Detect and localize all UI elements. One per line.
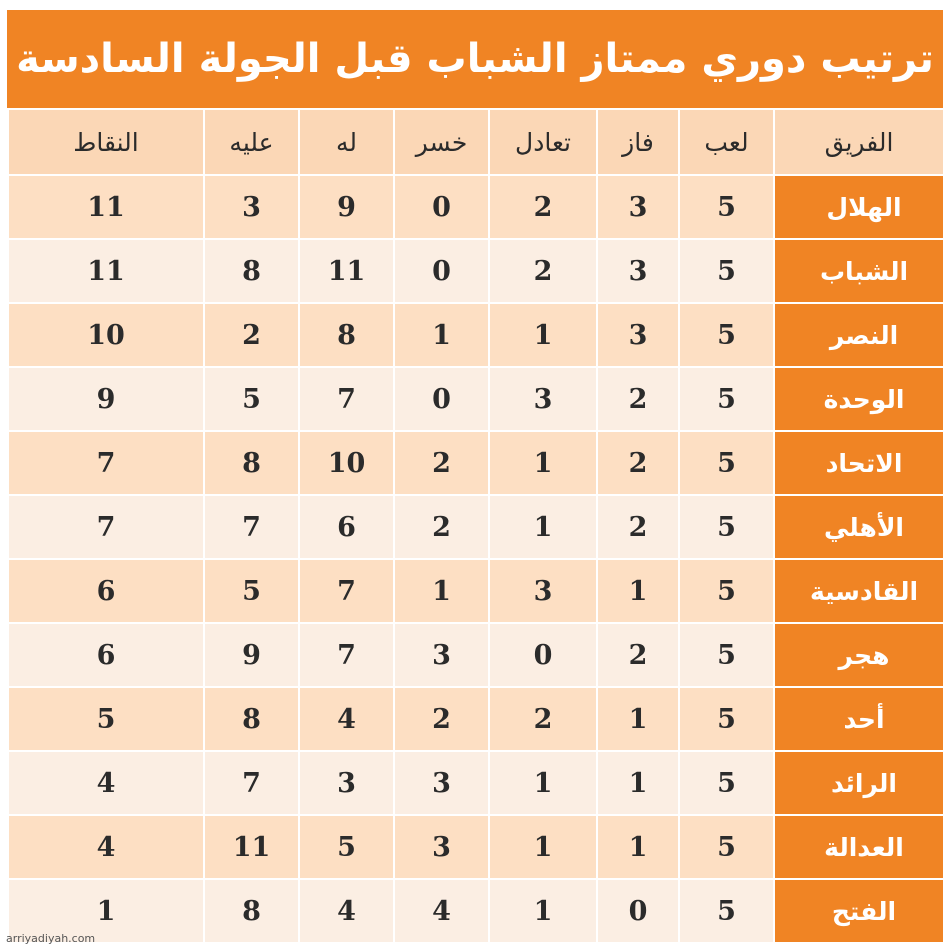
goals-for-cell: 8	[299, 303, 394, 367]
drawn-cell: 3	[489, 559, 597, 623]
lost-cell: 4	[394, 879, 489, 943]
table-row	[8, 495, 944, 559]
played-cell: 5	[679, 815, 774, 879]
lost-cell: 2	[394, 687, 489, 751]
won-cell: 3	[597, 303, 679, 367]
won-cell: 2	[597, 431, 679, 495]
goals-against-cell: 5	[204, 559, 299, 623]
goals-against-cell: 8	[204, 431, 299, 495]
lost-cell: 0	[394, 175, 489, 239]
won-cell: 1	[597, 559, 679, 623]
lost-cell: 0	[394, 367, 489, 431]
column-header-won: فاز	[597, 109, 679, 175]
table-row	[8, 815, 944, 879]
lost-cell: 2	[394, 495, 489, 559]
won-cell: 1	[597, 687, 679, 751]
points-cell: 11	[8, 175, 204, 239]
drawn-cell: 2	[489, 239, 597, 303]
table-row	[8, 303, 944, 367]
won-cell: 2	[597, 495, 679, 559]
points-cell: 9	[8, 367, 204, 431]
table-row	[8, 879, 944, 943]
lost-cell: 3	[394, 751, 489, 815]
played-cell: 5	[679, 687, 774, 751]
played-cell: 5	[679, 303, 774, 367]
goals-for-cell: 9	[299, 175, 394, 239]
lost-cell: 3	[394, 815, 489, 879]
played-cell: 5	[679, 623, 774, 687]
played-cell: 5	[679, 879, 774, 943]
drawn-cell: 3	[489, 367, 597, 431]
drawn-cell: 1	[489, 303, 597, 367]
lost-cell: 1	[394, 303, 489, 367]
team-name: هجر	[774, 623, 944, 687]
team-name: الرائد	[774, 751, 944, 815]
team-name: القادسية	[774, 559, 944, 623]
points-cell: 4	[8, 815, 204, 879]
team-name: الشباب	[774, 239, 944, 303]
won-cell: 1	[597, 815, 679, 879]
drawn-cell: 2	[489, 687, 597, 751]
source-watermark: arriyadiyah.com	[6, 932, 96, 945]
team-name: الفتح	[774, 879, 944, 943]
goals-for-cell: 6	[299, 495, 394, 559]
goals-against-cell: 8	[204, 879, 299, 943]
team-name: النصر	[774, 303, 944, 367]
team-name: الأهلي	[774, 495, 944, 559]
played-cell: 5	[679, 175, 774, 239]
drawn-cell: 1	[489, 815, 597, 879]
goals-for-cell: 7	[299, 623, 394, 687]
table-row	[8, 431, 944, 495]
goals-for-cell: 11	[299, 239, 394, 303]
table-row	[8, 559, 944, 623]
played-cell: 5	[679, 495, 774, 559]
points-cell: 7	[8, 495, 204, 559]
lost-cell: 3	[394, 623, 489, 687]
played-cell: 5	[679, 239, 774, 303]
played-cell: 5	[679, 431, 774, 495]
drawn-cell: 2	[489, 175, 597, 239]
column-header-lost: خسر	[394, 109, 489, 175]
table-row	[8, 687, 944, 751]
goals-against-cell: 2	[204, 303, 299, 367]
won-cell: 3	[597, 175, 679, 239]
title-bar	[7, 10, 943, 108]
column-header-points: النقاط	[8, 109, 204, 175]
points-cell: 7	[8, 431, 204, 495]
column-header-goals-against: عليه	[204, 109, 299, 175]
table-header-row	[8, 109, 944, 175]
goals-against-cell: 7	[204, 751, 299, 815]
points-cell: 4	[8, 751, 204, 815]
table-row	[8, 239, 944, 303]
won-cell: 0	[597, 879, 679, 943]
points-cell: 10	[8, 303, 204, 367]
table-row	[8, 623, 944, 687]
points-cell: 6	[8, 623, 204, 687]
drawn-cell: 0	[489, 623, 597, 687]
won-cell: 1	[597, 751, 679, 815]
goals-for-cell: 4	[299, 687, 394, 751]
lost-cell: 0	[394, 239, 489, 303]
points-cell: 11	[8, 239, 204, 303]
goals-against-cell: 11	[204, 815, 299, 879]
played-cell: 5	[679, 559, 774, 623]
drawn-cell: 1	[489, 751, 597, 815]
table-row	[8, 367, 944, 431]
lost-cell: 1	[394, 559, 489, 623]
drawn-cell: 1	[489, 431, 597, 495]
points-cell: 1	[8, 879, 204, 943]
team-name: الهلال	[774, 175, 944, 239]
goals-for-cell: 5	[299, 815, 394, 879]
drawn-cell: 1	[489, 495, 597, 559]
column-header-goals-for: له	[299, 109, 394, 175]
goals-against-cell: 9	[204, 623, 299, 687]
standings-table	[7, 108, 945, 944]
team-name: الوحدة	[774, 367, 944, 431]
table-row	[8, 751, 944, 815]
goals-against-cell: 8	[204, 239, 299, 303]
points-cell: 5	[8, 687, 204, 751]
points-cell: 6	[8, 559, 204, 623]
team-name: أحد	[774, 687, 944, 751]
goals-against-cell: 7	[204, 495, 299, 559]
won-cell: 3	[597, 239, 679, 303]
team-name: العدالة	[774, 815, 944, 879]
table-row	[8, 175, 944, 239]
goals-for-cell: 4	[299, 879, 394, 943]
goals-for-cell: 10	[299, 431, 394, 495]
column-header-played: لعب	[679, 109, 774, 175]
lost-cell: 2	[394, 431, 489, 495]
goals-against-cell: 3	[204, 175, 299, 239]
goals-against-cell: 5	[204, 367, 299, 431]
page-title: ترتيب دوري ممتاز الشباب قبل الجولة السادسة	[16, 36, 934, 82]
won-cell: 2	[597, 367, 679, 431]
goals-for-cell: 7	[299, 559, 394, 623]
played-cell: 5	[679, 367, 774, 431]
goals-for-cell: 3	[299, 751, 394, 815]
played-cell: 5	[679, 751, 774, 815]
team-name: الاتحاد	[774, 431, 944, 495]
won-cell: 2	[597, 623, 679, 687]
drawn-cell: 1	[489, 879, 597, 943]
column-header-drawn: تعادل	[489, 109, 597, 175]
column-header-team: الفريق	[774, 109, 944, 175]
goals-against-cell: 8	[204, 687, 299, 751]
goals-for-cell: 7	[299, 367, 394, 431]
